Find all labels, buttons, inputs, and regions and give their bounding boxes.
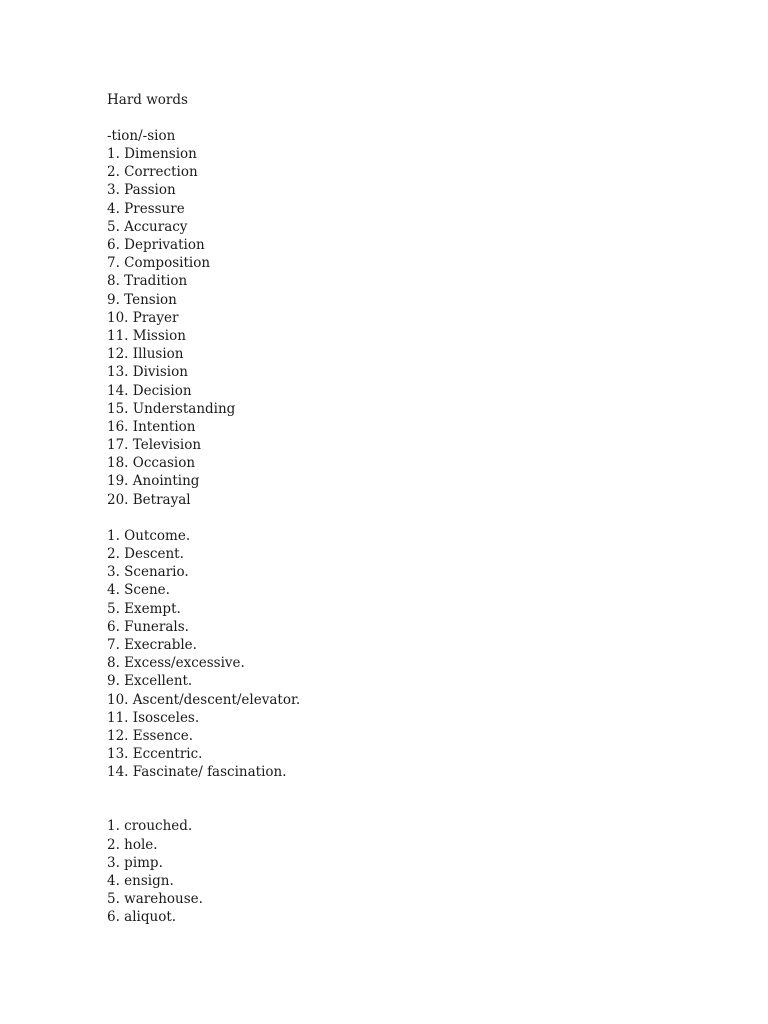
document-page: [107, 91, 707, 927]
word-list-3: [107, 817, 707, 926]
list-item: 5. Accuracy: [107, 218, 188, 235]
list-item: 3. pimp.: [107, 854, 163, 871]
list-item: 8. Excess/excessive.: [107, 655, 245, 672]
list-item: 2. Descent.: [107, 546, 184, 562]
list-item: 19. Anointing: [107, 473, 200, 490]
list-item: 4. Scene.: [107, 582, 170, 599]
list-item: 20. Betrayal: [107, 491, 191, 508]
list-item: 17. Television: [107, 437, 202, 454]
list-item: 14. Decision: [107, 382, 192, 399]
list-item: 16. Intention: [107, 418, 196, 435]
paragraph-gap: [107, 781, 707, 817]
list-item: 3. Passion: [107, 182, 176, 199]
list-item: 18. Occasion: [107, 455, 196, 472]
list-item: 14. Fascinate/ fascination.: [107, 764, 287, 781]
list-item: 6. Deprivation: [107, 237, 205, 253]
list-item: 4. Pressure: [107, 200, 185, 217]
paragraph-gap: [107, 509, 707, 527]
document-title: Hard words: [107, 92, 188, 108]
word-list-1: [107, 145, 707, 509]
list-item: 8. Tradition: [107, 273, 188, 290]
list-item: 1. crouched.: [107, 818, 193, 835]
section-heading-tion-sion: -tion/-sion: [107, 127, 176, 144]
list-item: 7. Composition: [107, 255, 211, 272]
list-item: 11. Isosceles.: [107, 709, 200, 726]
list-item: 2. hole.: [107, 836, 158, 853]
list-item: 9. Tension: [107, 291, 177, 308]
list-item: 10. Prayer: [107, 309, 179, 326]
list-item: 10. Ascent/descent/elevator.: [107, 691, 301, 708]
list-item: 13. Eccentric.: [107, 746, 203, 763]
list-item: 4. ensign.: [107, 873, 174, 889]
list-item: 12. Illusion: [107, 346, 184, 363]
list-item: 12. Essence.: [107, 727, 193, 744]
list-item: 6. Funerals.: [107, 618, 189, 635]
word-list-2: [107, 527, 707, 782]
list-item: 5. warehouse.: [107, 891, 203, 908]
list-item: 2. Correction: [107, 164, 198, 181]
list-item: 15. Understanding: [107, 400, 236, 417]
list-item: 13. Division: [107, 364, 188, 381]
list-item: 9. Excellent.: [107, 673, 193, 690]
list-item: 1. Dimension: [107, 146, 197, 163]
list-item: 5. Exempt.: [107, 600, 181, 617]
list-item: 3. Scenario.: [107, 564, 189, 581]
list-item: 11. Mission: [107, 327, 186, 344]
list-item: 7. Execrable.: [107, 636, 197, 653]
list-item: 6. aliquot.: [107, 909, 177, 926]
list-item: 1. Outcome.: [107, 527, 191, 544]
